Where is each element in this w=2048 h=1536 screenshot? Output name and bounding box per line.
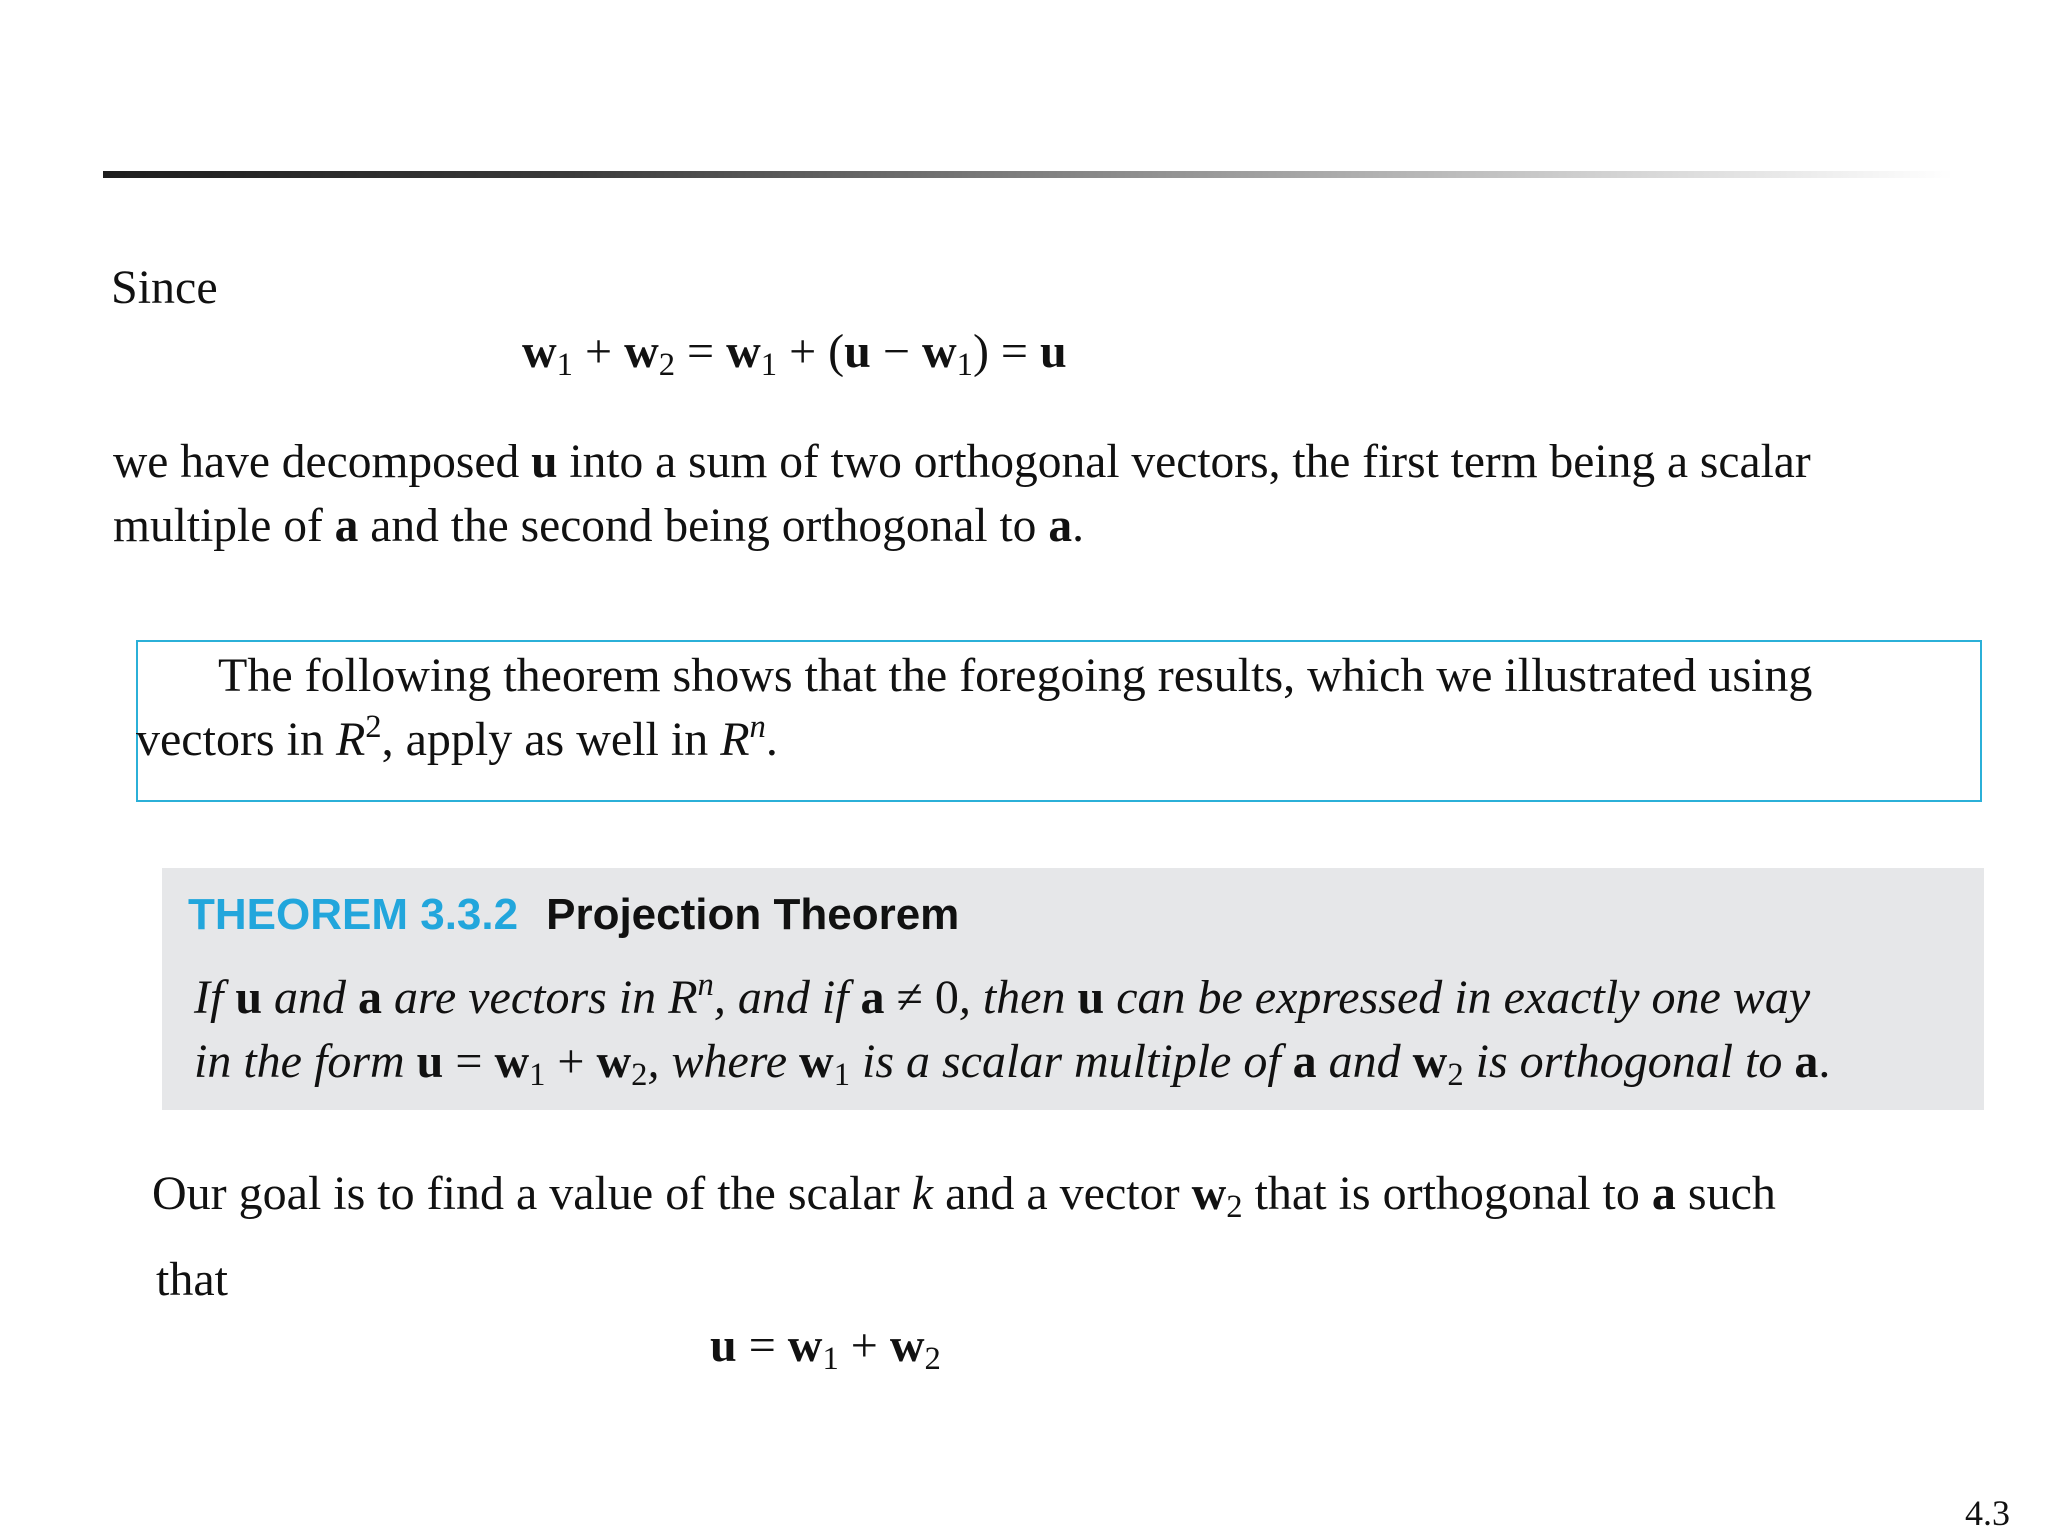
- decomposition-line-2: multiple of a and the second being orthogonal to a.: [113, 500, 1084, 552]
- equation-u-equals-w1-plus-w2: $u = w_1 + w_2$: [710, 1319, 941, 1378]
- that-text: that: [156, 1253, 228, 1306]
- decomposition-line-1: we have decomposed u into a sum of two orthogonal vectors, the first term being a scalar: [113, 436, 1811, 488]
- callout-line-1: The following theorem shows that the foregoing results, which we illustrated using: [218, 649, 1813, 702]
- theorem-title: Projection Theorem: [546, 890, 960, 939]
- theorem-statement-line-1: If u and a are vectors in $R^n$, and if a ≠ 0, then u can be expressed in exactly one way: [194, 967, 1811, 1024]
- title-divider: [103, 171, 1953, 178]
- equation-w1-plus-w2: $w_1 + w_2 = w_1 + (u - w_1) = u$: [522, 325, 1067, 384]
- theorem-statement-line-2: in the form $u = w_1 + w_2$, where $w_1$ is a scalar multiple of a and $w_2$ is orthogonal to a.: [194, 1035, 1831, 1094]
- decomposition-paragraph: [113, 430, 1811, 558]
- callout-line-2: vectors in $R^2$, apply as well in $R^n$.: [136, 709, 778, 766]
- since-text: Since: [111, 261, 218, 314]
- page-number: 4.3: [1965, 1493, 2010, 1533]
- theorem-number: THEOREM 3.3.2: [188, 890, 519, 939]
- goal-line: Our goal is to find a value of the scalar k and a vector $w_2$ that is orthogonal to a such: [152, 1167, 1776, 1226]
- theorem-heading: [188, 890, 959, 950]
